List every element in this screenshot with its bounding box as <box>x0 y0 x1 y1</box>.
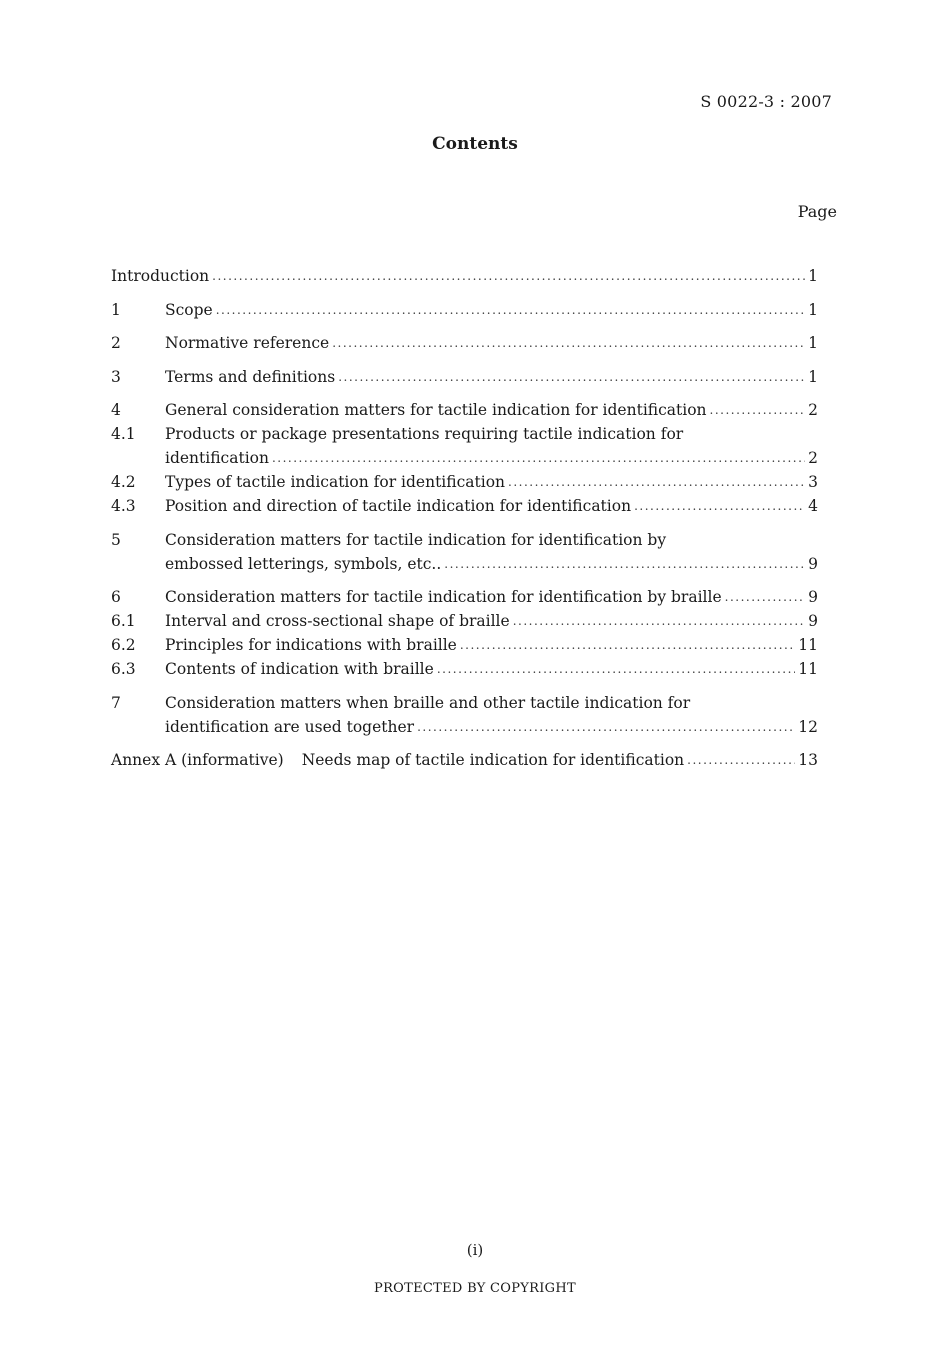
dot-leader <box>508 470 805 494</box>
toc-entry-annex-a[interactable] <box>111 748 818 772</box>
toc-entry-title-continued: identification <box>165 449 269 467</box>
toc-entry-6-3[interactable] <box>111 657 818 681</box>
toc-entry-number: 4.1 <box>111 425 136 443</box>
toc-entry-4-1-line2[interactable] <box>111 446 818 470</box>
toc-entry-title: Types of tactile indication for identification <box>165 473 506 491</box>
toc-entry-title: Products or package presentations requiring tactile indication for <box>165 425 684 443</box>
toc-entry-4-1-line1[interactable] <box>111 422 818 446</box>
toc-entry-number: 6 <box>111 588 121 606</box>
toc-entry-page: 13 <box>798 751 818 769</box>
toc-entry-4-3[interactable] <box>111 494 818 518</box>
toc-entry-number: 2 <box>111 334 121 352</box>
toc-entry-page: 1 <box>808 334 818 352</box>
toc-entry-title: Needs map of tactile indication for identification <box>301 751 685 769</box>
dot-leader <box>216 298 805 322</box>
dot-leader <box>272 446 805 470</box>
toc-entry-page: 1 <box>808 300 818 319</box>
toc-entry-number: 4.3 <box>111 497 136 515</box>
toc-entry-page: 1 <box>808 367 818 386</box>
toc-entry-title: Position and direction of tactile indication for identification <box>165 497 632 515</box>
toc-entry-title: Contents of indication with braille <box>165 660 434 678</box>
dot-leader <box>460 633 795 657</box>
toc-entry-page: 11 <box>798 660 818 678</box>
toc-entry-title: Consideration matters when braille and other tactile indication for <box>165 693 691 712</box>
toc-entry-number: 6.2 <box>111 636 136 654</box>
toc-entry-page: 1 <box>808 267 818 285</box>
toc-entry-page: 11 <box>798 636 818 654</box>
toc-entry-2[interactable] <box>111 331 818 355</box>
toc-entry-page: 3 <box>808 473 818 491</box>
dot-leader <box>513 609 805 633</box>
toc-entry-number: 6.1 <box>111 612 136 630</box>
toc-entry-4-2[interactable] <box>111 470 818 494</box>
toc-entry-4[interactable] <box>111 398 818 422</box>
page-title: Contents <box>432 134 518 154</box>
toc-entry-page: 9 <box>808 612 818 630</box>
toc-entry-title: Consideration matters for tactile indication for identification by <box>165 530 667 549</box>
toc-entry-title-continued: identification are used together <box>165 717 415 736</box>
toc-entry-number: 3 <box>111 367 121 386</box>
toc-entry-6-2[interactable] <box>111 633 818 657</box>
toc-entry-title: Normative reference <box>165 334 330 352</box>
toc-entry-5-line2[interactable] <box>111 552 818 576</box>
dot-leader <box>710 398 806 422</box>
dot-leader <box>332 331 805 355</box>
toc-entry-page: 12 <box>798 717 818 736</box>
document-id: S 0022-3 : 2007 <box>700 92 832 111</box>
dot-leader <box>212 264 805 288</box>
toc-entry-number: 5 <box>111 530 121 549</box>
toc-entry-title: Consideration matters for tactile indication for identification by braille <box>165 588 722 606</box>
dot-leader <box>444 552 805 576</box>
toc-entry-title: Introduction <box>111 267 210 285</box>
toc-entry-6[interactable] <box>111 585 818 609</box>
toc-entry-page: 2 <box>808 401 818 419</box>
toc-entry-number: 1 <box>111 300 121 319</box>
toc-entry-page: 2 <box>808 449 818 467</box>
toc-entry-number: 7 <box>111 693 121 712</box>
dot-leader <box>338 365 805 389</box>
toc-entry-number: 4.2 <box>111 473 136 491</box>
dot-leader <box>634 494 805 518</box>
toc-entry-7-line1[interactable] <box>111 691 818 715</box>
annex-label: Annex A (informative) <box>111 751 284 769</box>
toc-entry-title-continued: embossed letterings, symbols, etc.. <box>165 554 442 573</box>
toc-entry-number: 6.3 <box>111 660 136 678</box>
page-folio: (i) <box>466 1241 484 1259</box>
table-of-contents <box>111 264 818 772</box>
toc-entry-title: General consideration matters for tactile indication for identification <box>165 401 707 419</box>
toc-entry-1[interactable] <box>111 298 818 322</box>
toc-entry-title: Terms and definitions <box>165 367 336 386</box>
toc-entry-title: Scope <box>165 300 213 319</box>
toc-entry-7-line2[interactable] <box>111 715 818 739</box>
toc-entry-title: Interval and cross-sectional shape of braille <box>165 612 510 630</box>
toc-entry-page: 4 <box>808 497 818 515</box>
copyright-notice: PROTECTED BY COPYRIGHT <box>374 1281 576 1296</box>
dot-leader <box>417 715 795 739</box>
dot-leader <box>687 748 795 772</box>
toc-entry-introduction[interactable] <box>111 264 818 288</box>
toc-entry-5-line1[interactable] <box>111 528 818 552</box>
toc-entry-page: 9 <box>808 588 818 606</box>
page-column-heading: Page <box>797 202 837 221</box>
dot-leader <box>437 657 795 681</box>
dot-leader <box>725 585 806 609</box>
toc-entry-number: 4 <box>111 401 121 419</box>
toc-entry-6-1[interactable] <box>111 609 818 633</box>
toc-entry-page: 9 <box>808 554 818 573</box>
toc-entry-3[interactable] <box>111 365 818 389</box>
toc-entry-title: Principles for indications with braille <box>165 636 457 654</box>
